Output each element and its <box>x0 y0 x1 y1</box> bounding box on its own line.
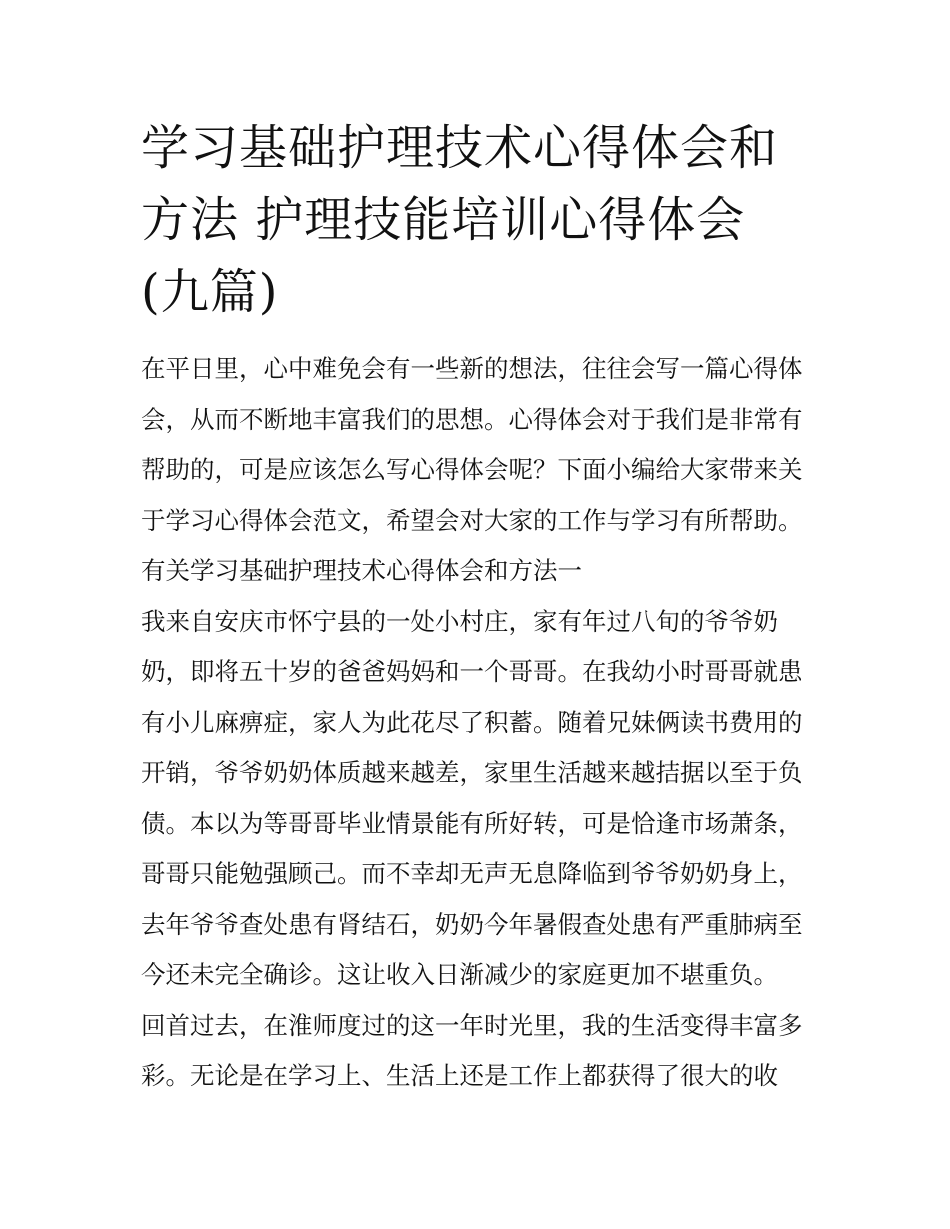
text-line: 于学习心得体会范文，希望会对大家的工作与学习有所帮助。 <box>141 505 803 535</box>
title-line: (九篇) <box>141 264 279 320</box>
text-line: 奶，即将五十岁的爸爸妈妈和一个哥哥。在我幼小时哥哥就患 <box>141 657 803 686</box>
text-line: 开销，爷爷奶奶体质越来越差，家里生活越来越拮据以至于负 <box>141 758 803 787</box>
title-line: 学习基础护理技术心得体会和 <box>141 120 779 176</box>
body-paragraph <box>141 597 813 1001</box>
text-line: 哥哥只能勉强顾己。而不幸却无声无息降临到爷爷奶奶身上， <box>141 859 803 888</box>
text-line: 去年爷爷查处患有肾结石，奶奶今年暑假查处患有严重肺病至 <box>141 909 803 939</box>
intro-paragraph <box>141 344 813 546</box>
body-paragraph <box>141 1001 813 1102</box>
document-page <box>141 112 813 1102</box>
text-line: 回首过去，在淮师度过的这一年时光里，我的生活变得丰富多 <box>141 1010 803 1040</box>
section-heading <box>141 546 813 597</box>
text-line: 彩。无论是在学习上、生活上还是工作上都获得了很大的收 <box>141 1061 778 1090</box>
text-line: 会，从而不断地丰富我们的思想。心得体会对于我们是非常有 <box>141 404 803 434</box>
document-body <box>141 344 813 1102</box>
text-line: 有关学习基础护理技术心得体会和方法一 <box>141 556 582 585</box>
text-line: 债。本以为等哥哥毕业情景能有所好转，可是恰逢市场萧条， <box>141 808 803 838</box>
document-title <box>141 112 813 328</box>
text-line: 在平日里，心中难免会有一些新的想法，往往会写一篇心得体 <box>141 354 803 383</box>
title-line: 方法 护理技能培训心得体会 <box>141 192 746 248</box>
text-line: 我来自安庆市怀宁县的一处小村庄，家有年过八旬的爷爷奶 <box>141 606 778 636</box>
text-line: 今还未完全确诊。这让收入日渐减少的家庭更加不堪重负。 <box>141 960 778 989</box>
text-line: 有小儿麻痹症，家人为此花尽了积蓄。随着兄妹俩读书费用的 <box>141 707 803 737</box>
text-line: 帮助的，可是应该怎么写心得体会呢？下面小编给大家带来关 <box>141 455 803 484</box>
